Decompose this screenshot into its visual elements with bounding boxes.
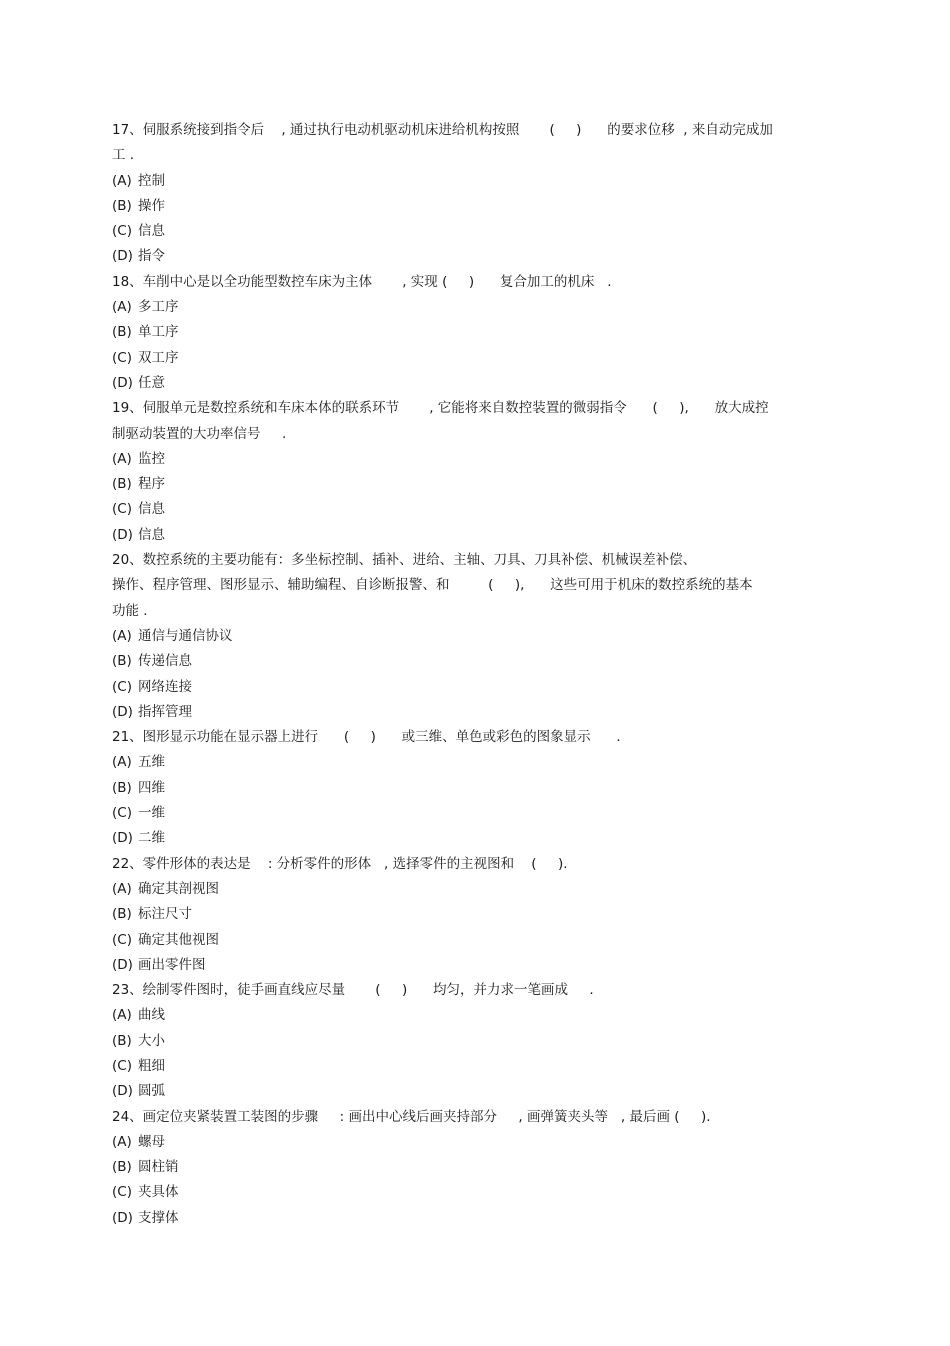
- option-c: [112, 346, 834, 371]
- option-text: 画出零件图: [138, 956, 206, 973]
- option-d: [112, 700, 834, 725]
- question-stem-line: 24、画定位夹紧装置工装图的步骤 : 画出中心线后画夹持部分 , 画弹簧夹头等 , 最后画 ( ).: [112, 1108, 711, 1125]
- option-letter: (B): [112, 1159, 132, 1176]
- option-a: [112, 1130, 834, 1155]
- option-text: 二维: [138, 830, 165, 847]
- option-text: 双工序: [138, 349, 179, 366]
- option-c: [112, 928, 834, 953]
- option-letter: (D): [112, 1209, 133, 1226]
- option-text: 信息: [138, 526, 165, 543]
- option-letter: (C): [112, 805, 132, 822]
- option-text: 控制: [138, 172, 165, 189]
- option-text: 任意: [138, 374, 165, 391]
- option-d: [112, 1206, 834, 1231]
- question-stem-line: 工 .: [112, 147, 135, 164]
- option-letter: (C): [112, 931, 132, 948]
- option-letter: (C): [112, 223, 132, 240]
- option-letter: (C): [112, 501, 132, 518]
- option-letter: (B): [112, 197, 132, 214]
- option-text: 指令: [138, 248, 165, 265]
- option-letter: (A): [112, 754, 132, 771]
- option-letter: (D): [112, 526, 133, 543]
- option-text: 确定其他视图: [138, 931, 219, 948]
- option-c: [112, 801, 834, 826]
- option-letter: (A): [112, 627, 132, 644]
- option-b: [112, 649, 834, 674]
- option-b: [112, 1029, 834, 1054]
- option-a: [112, 624, 834, 649]
- option-letter: (A): [112, 880, 132, 897]
- option-letter: (C): [112, 678, 132, 695]
- option-text: 标注尺寸: [138, 906, 192, 923]
- question-20: [112, 548, 834, 725]
- question-22: [112, 852, 834, 978]
- option-letter: (D): [112, 956, 133, 973]
- option-letter: (C): [112, 1057, 132, 1074]
- option-letter: (B): [112, 779, 132, 796]
- option-text: 粗细: [138, 1057, 165, 1074]
- question-stem-line: 19、伺服单元是数控系统和车床本体的联系环节 , 它能将来自数控装置的微弱指令 ( ), 放大成控: [112, 400, 769, 417]
- option-letter: (A): [112, 299, 132, 316]
- option-b: [112, 776, 834, 801]
- question-18: [112, 270, 834, 396]
- option-c: [112, 219, 834, 244]
- option-text: 通信与通信协议: [138, 627, 233, 644]
- option-c: [112, 675, 834, 700]
- option-b: [112, 902, 834, 927]
- option-b: [112, 1155, 834, 1180]
- option-text: 大小: [138, 1032, 165, 1049]
- option-text: 圆柱销: [138, 1159, 179, 1176]
- option-c: [112, 1054, 834, 1079]
- option-text: 曲线: [138, 1007, 165, 1024]
- option-d: [112, 1079, 834, 1104]
- option-letter: (C): [112, 349, 132, 366]
- option-text: 信息: [138, 223, 165, 240]
- option-a: [112, 295, 834, 320]
- option-b: [112, 320, 834, 345]
- option-d: [112, 826, 834, 851]
- option-letter: (D): [112, 1083, 133, 1100]
- option-a: [112, 447, 834, 472]
- option-text: 夹具体: [138, 1184, 179, 1201]
- option-letter: (A): [112, 1007, 132, 1024]
- option-c: [112, 1180, 834, 1205]
- option-letter: (B): [112, 653, 132, 670]
- option-text: 支撑体: [138, 1209, 179, 1226]
- option-a: [112, 169, 834, 194]
- option-text: 圆弧: [138, 1083, 165, 1100]
- question-17: [112, 118, 834, 270]
- option-letter: (D): [112, 703, 133, 720]
- question-19: [112, 396, 834, 548]
- option-letter: (A): [112, 1133, 132, 1150]
- option-a: [112, 750, 834, 775]
- option-letter: (B): [112, 324, 132, 341]
- option-letter: (B): [112, 906, 132, 923]
- option-letter: (A): [112, 450, 132, 467]
- option-text: 确定其剖视图: [138, 880, 219, 897]
- option-text: 四维: [138, 779, 165, 796]
- option-letter: (B): [112, 1032, 132, 1049]
- option-text: 五维: [138, 754, 165, 771]
- option-text: 指挥管理: [138, 703, 192, 720]
- question-stem-line: 功能 .: [112, 602, 148, 619]
- question-21: [112, 725, 834, 851]
- question-stem-line: 17、伺服系统接到指令后 , 通过执行电动机驱动机床进给机构按照 ( ) 的要求位移 , 来自动完成加: [112, 122, 773, 138]
- question-stem-line: 23、绘制零件图时，徒手画直线应尽量 ( ) 均匀，并力求一笔画成 .: [112, 982, 594, 999]
- option-d: [112, 371, 834, 396]
- option-d: [112, 523, 834, 548]
- option-b: [112, 472, 834, 497]
- option-letter: (D): [112, 248, 133, 265]
- question-stem-line: 22、零件形体的表达是 : 分析零件的形体 , 选择零件的主视图和 ( ).: [112, 855, 568, 872]
- option-text: 信息: [138, 501, 165, 518]
- option-text: 螺母: [138, 1133, 165, 1150]
- option-c: [112, 497, 834, 522]
- document-page: [112, 118, 834, 1231]
- question-stem-line: 21、图形显示功能在显示器上进行 ( ) 或三维、单色或彩色的图象显示 .: [112, 729, 621, 746]
- question-23: [112, 978, 834, 1104]
- option-text: 一维: [138, 805, 165, 822]
- option-d: [112, 244, 834, 269]
- option-letter: (D): [112, 374, 133, 391]
- option-a: [112, 1003, 834, 1028]
- question-stem-line: 18、车削中心是以全功能型数控车床为主体 , 实现 ( ) 复合加工的机床 .: [112, 273, 612, 290]
- question-stem-line: 20、数控系统的主要功能有：多坐标控制、插补、进给、主轴、刀具、刀具补偿、机械误差补偿、: [112, 552, 697, 569]
- question-stem-line: 操作、程序管理、图形显示、辅助编程、自诊断报警、和 ( ), 这些可用于机床的数控系统的基本: [112, 577, 753, 594]
- option-text: 程序: [138, 476, 165, 493]
- option-text: 操作: [138, 197, 165, 214]
- option-d: [112, 953, 834, 978]
- option-text: 传递信息: [138, 653, 192, 670]
- option-text: 单工序: [138, 324, 179, 341]
- option-letter: (C): [112, 1184, 132, 1201]
- option-letter: (D): [112, 830, 133, 847]
- option-letter: (B): [112, 476, 132, 493]
- option-text: 网络连接: [138, 678, 192, 695]
- question-stem-line: 制驱动装置的大功率信号 .: [112, 425, 287, 442]
- option-letter: (A): [112, 172, 132, 189]
- option-a: [112, 877, 834, 902]
- option-text: 多工序: [138, 299, 179, 316]
- option-text: 监控: [138, 450, 165, 467]
- question-24: [112, 1105, 834, 1231]
- option-b: [112, 194, 834, 219]
